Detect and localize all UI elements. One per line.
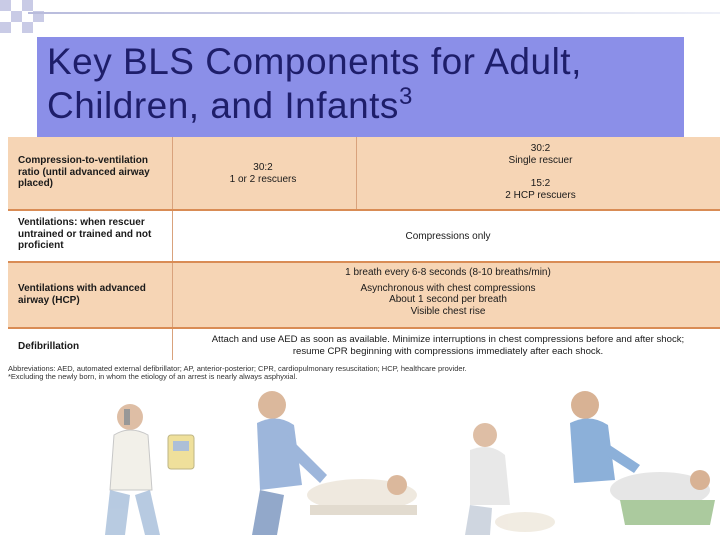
column-divider [356,137,357,209]
cell-line: 30:2 [530,143,551,154]
cell-line: 1 or 2 rescuers [229,173,297,185]
cell-line: 2 HCP rescuers [505,189,576,201]
rescuer-compressions-illustration [232,385,422,540]
cell-line: 1 breath every 6-8 seconds (8-10 breaths/min) [345,267,551,278]
cell-defibrillation [176,334,720,357]
cell-line: 30:2 [253,162,273,173]
cell-line: Attach and use AED as soon as available. Minimize interruptions in chest compressions before and after shock; [211,334,685,345]
cell-line: About 1 second per breath [389,294,507,305]
row-label-advanced-airway: Ventilations with advanced airway (HCP) [18,283,146,306]
slide-title [47,40,582,128]
column-divider [172,329,173,360]
cell-line: Visible chest rise [410,305,486,317]
cell-line: resume CPR beginning with compressions immediately after each shock. [292,345,604,357]
footnote-newborn: *Excluding the newly born, in whom the etiology of an arrest is nearly always asphyxial. [8,372,298,381]
top-decorative-rule [28,12,720,14]
footnote-abbreviations: Abbreviations: AED, automated external defibrillator; AP, anterior-posterior; CPR, cardiopulmonary resuscitation; HCP, healthcare provider. [8,364,467,373]
cell-advanced-airway [178,267,718,317]
column-divider [172,137,173,209]
column-divider [172,263,173,327]
rescuer-phone-illustration [90,395,220,540]
cell-line: 15:2 [530,178,551,189]
corner-checker-decoration [0,0,60,40]
cell-adult-ratio [178,162,348,185]
row-label-defibrillation: Defibrillation [18,341,80,352]
title-superscript: 3 [398,83,413,110]
row-label-ventilations-untrained: Ventilations: when rescuer untrained or trained and not proficient [18,217,152,251]
cell-line: Single rescuer [508,154,573,166]
cell-line: Asynchronous with chest compressions [360,282,536,294]
slide-title-line-1: Key BLS Components for Adult, [47,41,582,82]
rescuer-kneeling-illustration [430,410,560,540]
cell-child-infant-ratio [363,143,718,201]
slide-title-line-2: Children, and Infants [47,85,399,126]
bls-components-table [8,137,720,360]
cell-compressions-only: Compressions only [405,231,491,242]
column-divider [172,211,173,261]
rescuer-infant-cpr-illustration [560,385,720,540]
row-label-compression-ratio: Compression-to-ventilation ratio (until advanced airway placed) [18,155,150,189]
